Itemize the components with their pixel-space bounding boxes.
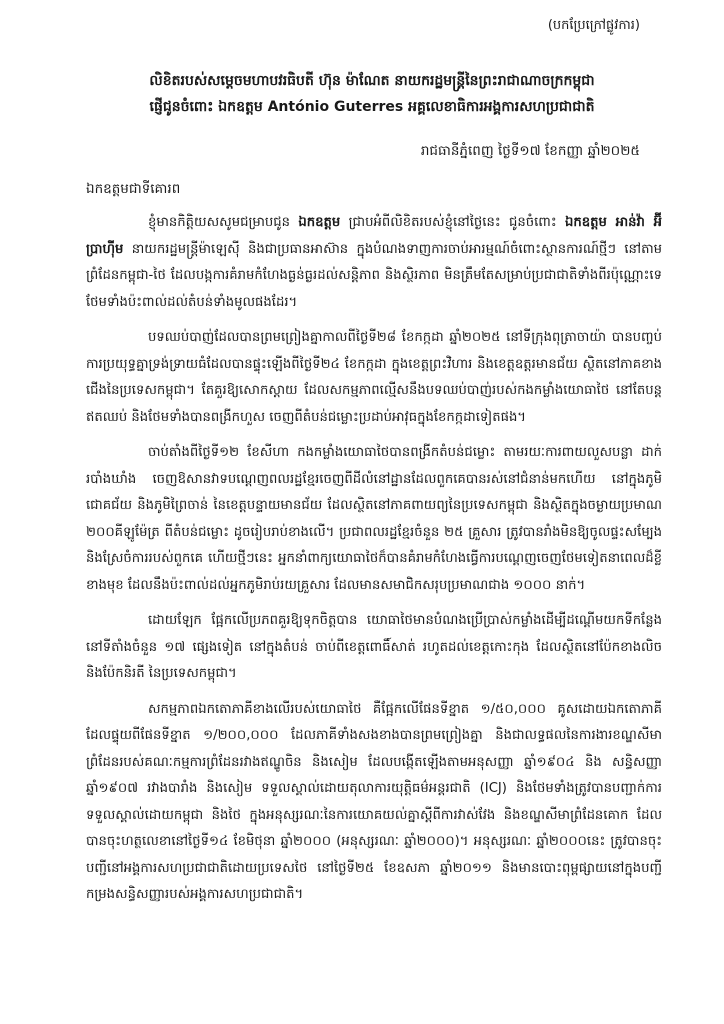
paragraph-1-part-a: ខ្ញុំមានកិត្តិយសសូមជម្រាបជូន [148, 215, 299, 230]
title-line-2: ផ្ញើជូនចំពោះ ឯកឧត្តម António Guterres អគ្គលេខាធិការអង្គការសហប្រជាជាតិ [149, 99, 595, 115]
letter-date: រាជធានីភ្នំពេញ ថ្ងៃទី១៧ ខែកញ្ញា ឆ្នាំ២០២៥ [420, 143, 640, 159]
paragraph-3: ចាប់តាំងពីថ្ងៃទី១២ ខែសីហា កងកម្លាំងយោធាថៃបានពង្រីកតំបន់ជម្លោះ តាមរយៈការពាយលួសបន្លា ដាក់របាំងឃាំង ចេញឱសានវាទបណ្តេញពលរដ្ឋខ្មែរចេញពីដីលំនៅដ្ឋានដែលពួកគេបានរស់នៅជំនាន់មកហើយ នៅក្នុងភូមិជោគជ័យ និងភូមិព្រៃចាន់ នៃខេត្តបន្ទាយមានជ័យ ដែលស្ថិតនៅភាគពាយព្យនៃប្រទេសកម្ពុជា និងស្ថិតក្នុងចម្ងាយប្រមាណ ២០០គីឡូម៉ែត្រ ពីតំបន់ជម្លោះ ដូចរៀបរាប់ខាងលើ។ ប្រជាពលរដ្ឋខ្មែរចំនួន ២៥ គ្រួសារ ត្រូវបានរាំងមិនឱ្យចូលផ្ទះសម្បែង និងស្រែចំការរបស់ពួកគេ ហើយថ្មីៗនេះ អ្នកនាំពាក្យយោធាថៃក៏បានគំរាមកំហែងធ្វើការបណ្តេញចេញថែមទៀតនាពេលដ៏ខ្លីខាងមុខ ដែលនឹងប៉ះពាល់ដល់អ្នកភូមិរាប់រយគ្រួសារ ដែលមានសមាជិកសរុបប្រមាណជាង ១០០០ នាក់។ [86, 445, 662, 593]
paragraph-1-part-e: នាយករដ្ឋមន្ត្រីម៉ាឡេស៊ី និងជាប្រធានអាស៊ាន ក្នុងបំណងទាញការចាប់អារម្មណ៍ចំពោះស្ថានការណ៍ថ្មីៗ នៅតាមព្រំដែនកម្ពុជា-ថៃ ដែលបង្កការគំរាមកំហែងធ្ងន់ធ្ងរដល់សន្តិភាព និងស្ថិរភាព មិនត្រឹមតែសម្រាប់ប្រជាជាតិទាំងពីរប៉ុណ្ណោះទេ ថែមទាំងប៉ះពាល់ដល់តំបន់ទាំងមូលផងដែរ។ [86, 241, 662, 310]
paragraph-1 [86, 210, 662, 316]
paragraph-1-bold-anwar-ibrahim: ឯកឧត្តម អាន់វ៉ា អ៊ីប្រាហ៊ីម [86, 215, 662, 257]
paragraph-1-part-c: ជ្រាបអំពីលិខិតរបស់ខ្ញុំនៅថ្ងៃនេះ ជូនចំពោះ [340, 215, 565, 230]
title-line-1: លិខិតរបស់សម្តេចមហាបវរធិបតី ហ៊ុន ម៉ាណែត នាយករដ្ឋមន្ត្រីនៃព្រះរាជាណាចក្រកម្ពុជា [149, 73, 595, 89]
unofficial-translation-note: (បកប្រែក្រៅផ្លូវការ) [547, 18, 640, 33]
paragraph-4: ដោយឡែក ផ្អែកលើប្រភពគួរឱ្យទុកចិត្តបាន យោធាថៃមានបំណងប្រើប្រាស់កម្លាំងដើម្បីដណ្តើមយកទីកន្លែងនៅទីតាំងចំនួន ១៧ ផ្សេងទៀត នៅក្នុងតំបន់ ចាប់ពីខេត្តពោធិ៍សាត់ រហូតដល់ខេត្តកោះកុង ដែលស្ថិតនៅប៉ែកខាងលិច និងប៉ែកនិរតី នៃប្រទេសកម្ពុជា។ [86, 613, 662, 681]
paragraph-5: សកម្មភាពឯកតោភាគីខាងលើរបស់យោធាថៃ គឺផ្អែកលើផែនទីខ្នាត ១/៥០,០០០ គូសដោយឯកតោភាគី ដែលផ្ទុយពីផែនទីខ្នាត ១/២០០,០០០ ដែលភាគីទាំងសងខាងបានព្រមព្រៀងគ្នា និងជាលទ្ធផលនៃការងារខណ្ឌសីមាព្រំដែនរបស់គណៈកម្មការព្រំដែនរវាងឥណ្ឌូចិន និងសៀម ដែលបង្កើតឡើងតាមអនុសញ្ញា ឆ្នាំ១៩០៤ និង សន្ធិសញ្ញា ឆ្នាំ១៩០៧ រវាងបារាំង និងសៀម ទទួលស្គាល់ដោយតុលាការយុត្តិធម៌អន្តរជាតិ (ICJ) និងថែមទាំងត្រូវបានបញ្ជាក់ការទទួលស្គាល់ដោយកម្ពុជា និងថៃ ក្នុងអនុស្សរណៈនៃការយោគយល់គ្នាស្តីពីការវាស់វែង និងខណ្ឌសីមាព្រំដែនគោក ដែលបានចុះហត្ថលេខានៅថ្ងៃទី១៤ ខែមិថុនា ឆ្នាំ២០០០ (អនុស្សរណៈ ឆ្នាំ២០០០)។ អនុស្សរណៈ ឆ្នាំ២០០០នេះ ត្រូវបានចុះបញ្ជីនៅអង្គការសហប្រជាជាតិដោយប្រទេសថៃ នៅថ្ងៃទី២៥ ខែឧសភា ឆ្នាំ២០១១ និងមានបោះពុម្ពផ្សាយនៅក្នុងបញ្ជីកម្រងសន្ធិសញ្ញារបស់អង្គការសហប្រជាជាតិ។ [86, 701, 662, 902]
letter-title [70, 68, 674, 120]
paragraph-2: បទឈប់បាញ់ដែលបានព្រមព្រៀងគ្នាកាលពីថ្ងៃទី២៨ ខែកក្កដា ឆ្នាំ២០២៥ នៅទីក្រុងពុត្រាចាយ៉ា បានបញ្ចប់ការប្រយុទ្ធគ្នាទ្រង់ទ្រាយធំដែលបានផ្ទុះឡើងពីថ្ងៃទី២៤ ខែកក្កដា ក្នុងខេត្តព្រះវិហារ និងខេត្តឧត្តរមានជ័យ ស្ថិតនៅភាគខាងជើងនៃប្រទេសកម្ពុជា។ តែគួរឱ្យសោកស្តាយ ដែលសកម្មភាពល្មើសនឹងបទឈប់បាញ់របស់កងកម្លាំងយោធាថៃ នៅតែបន្តឥតឈប់ និងថែមទាំងបានពង្រីកហួស ចេញពីតំបន់ជម្លោះប្រដាប់អាវុធក្នុងខែកក្កដាទៀតផង។ [86, 330, 662, 425]
salutation: ឯកឧត្តមជាទីគោរព [86, 181, 181, 197]
paragraph-1-bold-his-excellency: ឯកឧត្តម [298, 215, 341, 230]
letter-body [86, 210, 662, 918]
